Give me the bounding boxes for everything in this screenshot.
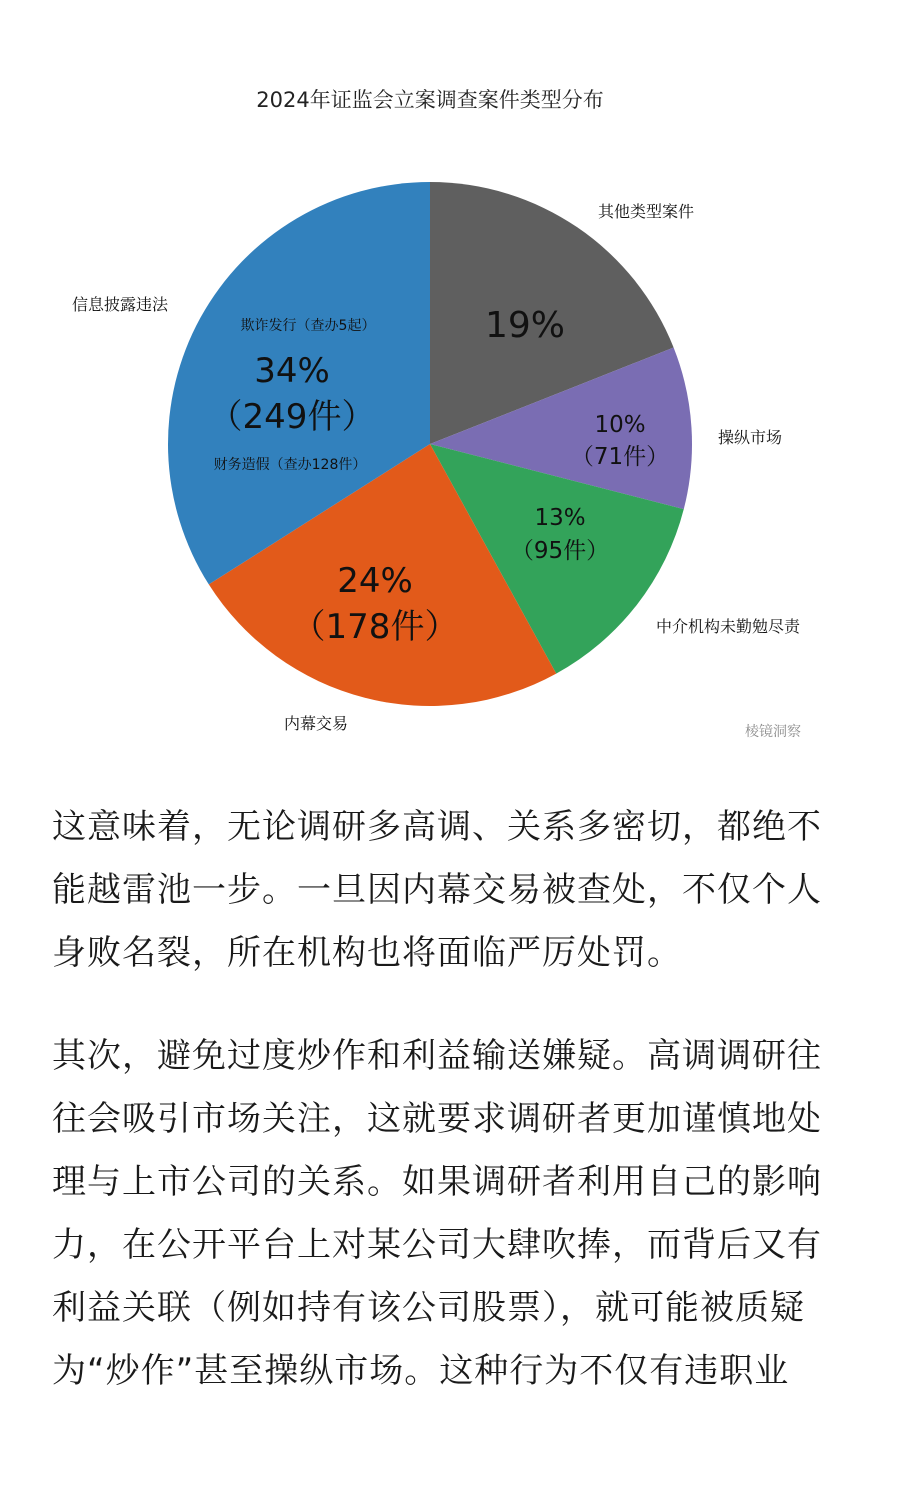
slice-disclosure-count: （249件） <box>208 397 376 437</box>
slice-intermediary-percent: 13% <box>534 505 586 531</box>
watermark: 棱镜洞察 <box>745 724 801 740</box>
slice-market-manipulation-percent: 10% <box>594 412 646 438</box>
legend-label-disclosure-violation: 信息披露违法 <box>72 295 169 314</box>
slice-insider-trading-percent: 24% <box>337 561 413 601</box>
annotation-fraudulent-issuance: 欺诈发行（查办5起） <box>240 318 376 334</box>
slice-intermediary-count: （95件） <box>510 538 610 564</box>
slice-market-manipulation-count: （71件） <box>570 444 670 470</box>
article-body <box>52 796 852 1443</box>
article-paragraph: 其次，避免过度炒作和利益输送嫌疑。高调调研往往会吸引市场关注，这就要求调研者更加谨慎地处理与上市公司的关系。如果调研者利用自己的影响力，在公开平台上对某公司大肆吹捧，而背后又有利益关联（例如持有该公司股票），就可能被质疑为“炒作”甚至操纵市场。这种行为不仅有违职业 <box>52 1036 822 1391</box>
slice-other-types-percent: 19% <box>484 305 566 346</box>
slice-insider-trading-count: （178件） <box>291 607 459 647</box>
chart-title: 2024年证监会立案调查案件类型分布 <box>256 88 604 112</box>
legend-label-market-manipulation: 操纵市场 <box>718 428 783 447</box>
legend-label-intermediary-negligence: 中介机构未勤勉尽责 <box>656 617 801 636</box>
slice-disclosure-percent: 34% <box>254 351 330 391</box>
legend-label-insider-trading: 内幕交易 <box>284 714 349 733</box>
annotation-financial-fraud: 财务造假（查办128件） <box>213 457 367 473</box>
legend-label-other-types: 其他类型案件 <box>598 202 695 221</box>
article-paragraph: 这意味着，无论调研多高调、关系多密切，都绝不能越雷池一步。一旦因内幕交易被查处，不仅个人身败名裂，所在机构也将面临严厉处罚。 <box>52 807 822 973</box>
